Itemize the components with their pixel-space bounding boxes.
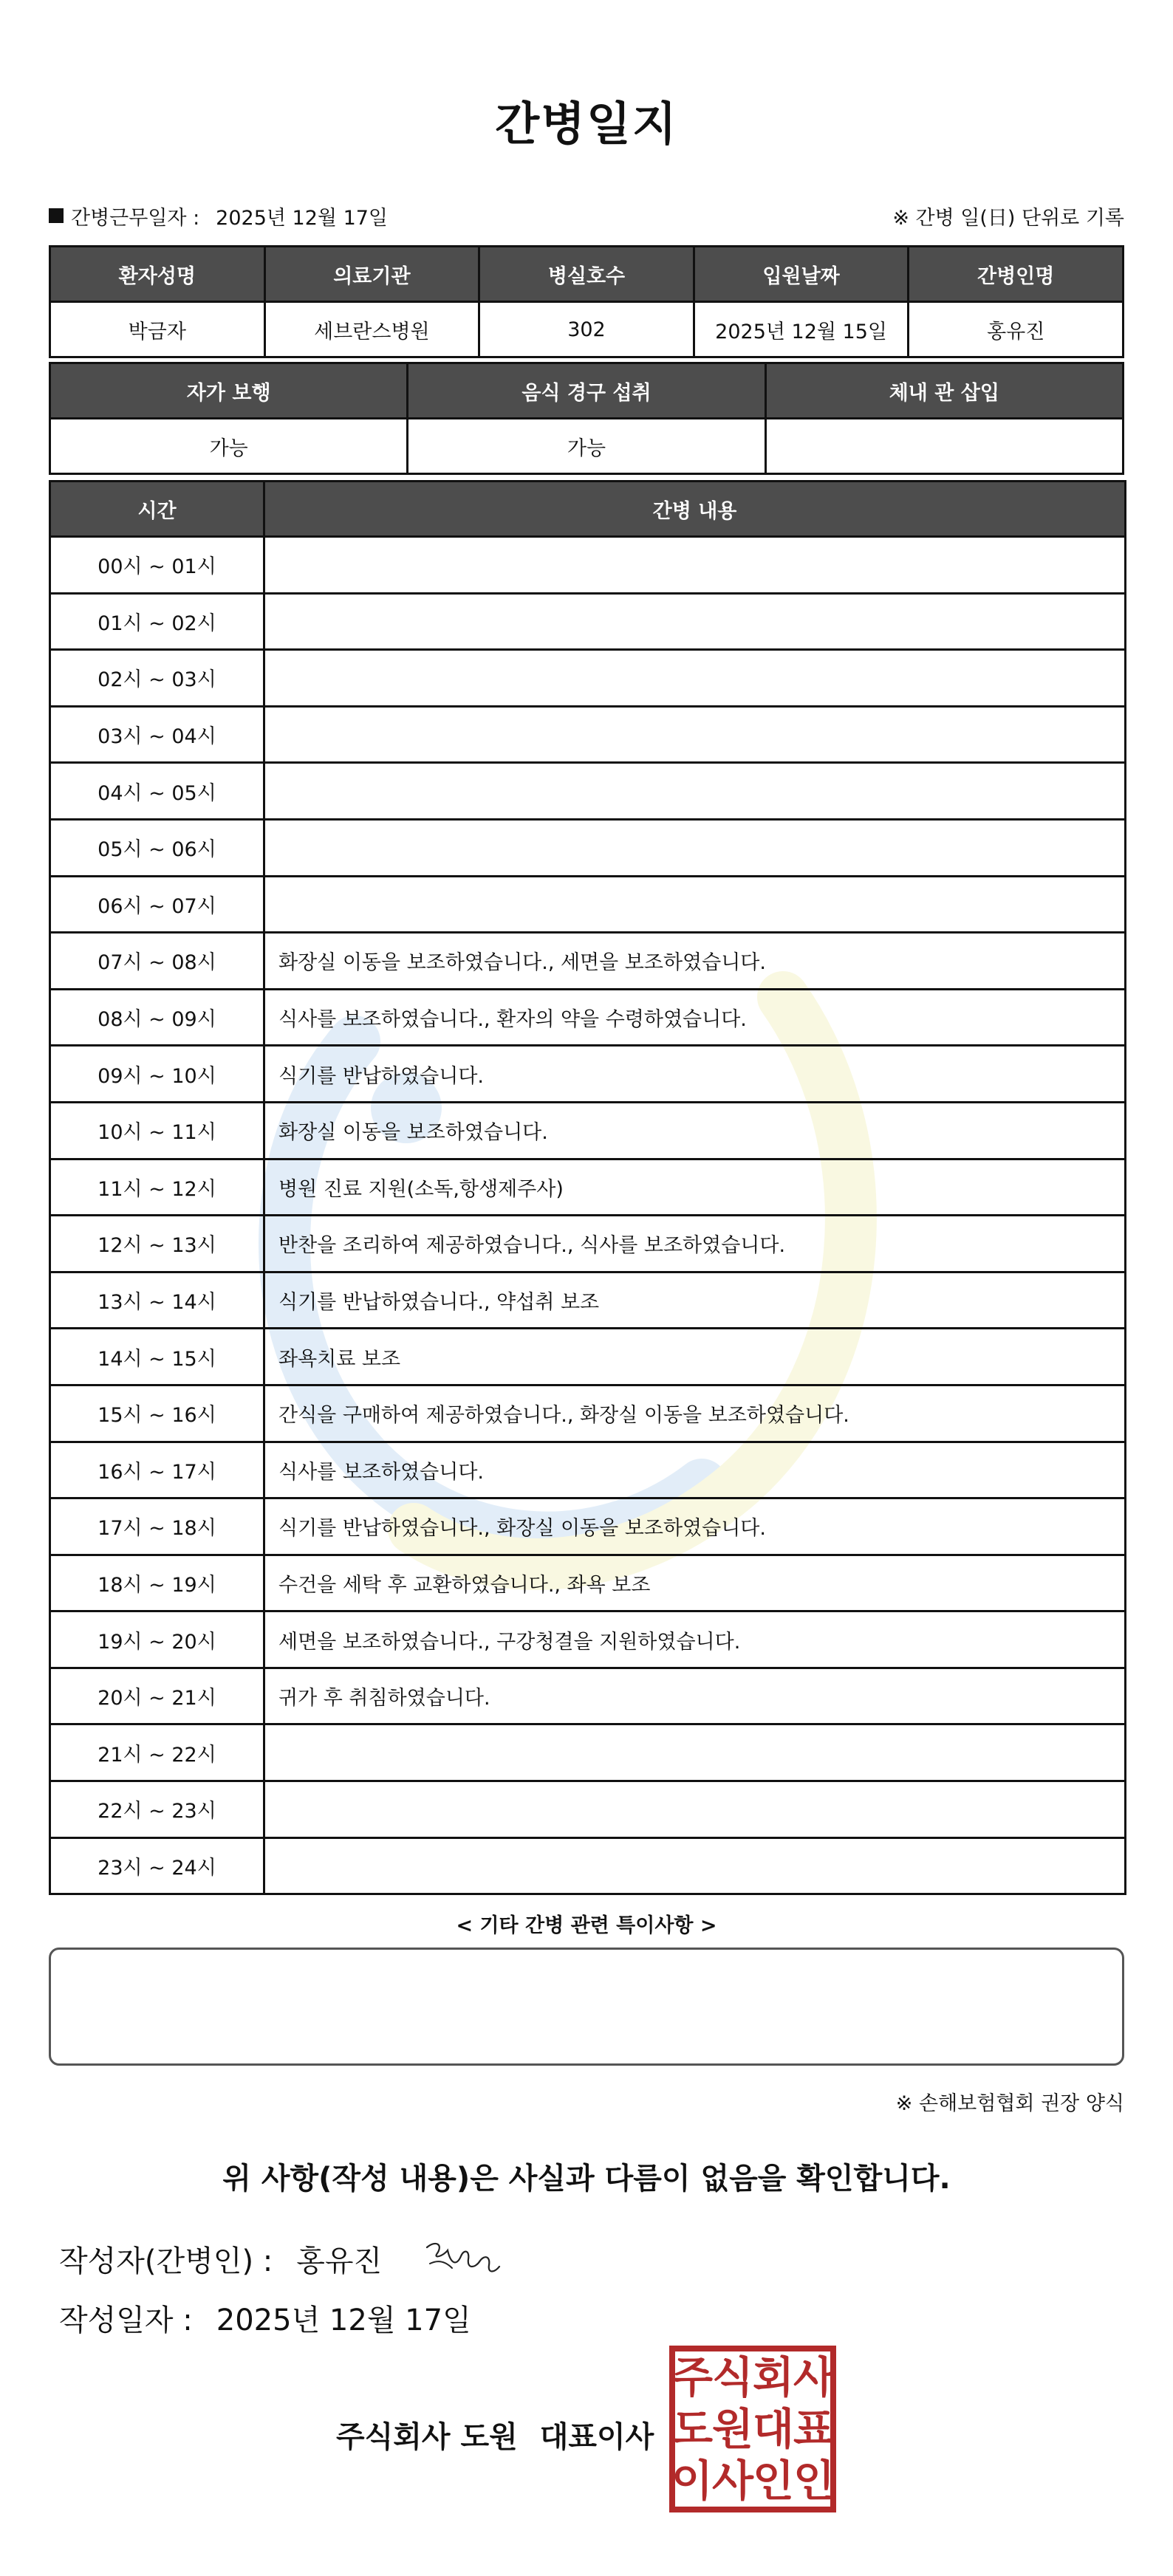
writer-label: 작성자(간병인) : [59, 2244, 273, 2278]
care-content-cell: 세면을 보조하였습니다., 구강청결을 지원하였습니다. [264, 1611, 1126, 1668]
room-cell: 302 [479, 302, 694, 357]
table-row [50, 650, 1126, 707]
header-admission-date: 입원날짜 [694, 247, 909, 302]
care-content-cell [264, 876, 1126, 933]
care-content-cell [264, 650, 1126, 707]
time-cell: 19시 ~ 20시 [50, 1611, 264, 1668]
admission-date-cell: 2025년 12월 15일 [694, 302, 909, 357]
tube-insertion-cell [765, 419, 1123, 474]
table-row [50, 1046, 1126, 1103]
handwritten-signature [421, 2234, 510, 2286]
header-care-content: 간병 내용 [264, 482, 1126, 537]
written-date-label: 작성일자 : [59, 2303, 193, 2337]
table-row [50, 1781, 1126, 1838]
time-cell: 18시 ~ 19시 [50, 1555, 264, 1611]
table-row [50, 1611, 1126, 1668]
care-content-cell: 식기를 반납하였습니다., 화장실 이동을 보조하였습니다. [264, 1498, 1126, 1555]
written-date-line [59, 2297, 471, 2339]
writer-line [59, 2238, 382, 2280]
seal-glyph: 식 [711, 2352, 754, 2402]
care-content-cell: 화장실 이동을 보조하였습니다. [264, 1102, 1126, 1159]
time-cell: 22시 ~ 23시 [50, 1781, 264, 1838]
table-row [50, 1555, 1126, 1611]
confirmation-statement: 위 사항(작성 내용)은 사실과 다름이 없음을 확인합니다. [222, 2162, 951, 2196]
header-time: 시간 [50, 482, 264, 537]
care-content-cell: 식사를 보조하였습니다., 환자의 약을 수령하였습니다. [264, 989, 1126, 1046]
time-cell: 15시 ~ 16시 [50, 1385, 264, 1442]
writer-name: 홍유진 [296, 2244, 383, 2278]
care-content-cell: 식사를 보조하였습니다. [264, 1442, 1126, 1498]
table-row [50, 1329, 1126, 1385]
form-note: ※ 손해보험협회 권장 양식 [895, 2092, 1124, 2115]
table-row [50, 1216, 1126, 1272]
oral-intake-cell: 가능 [408, 419, 765, 474]
table-row [50, 763, 1126, 820]
work-date-value: 2025년 12월 17일 [216, 206, 389, 230]
time-cell: 14시 ~ 15시 [50, 1329, 264, 1385]
seal-glyph: 주 [671, 2352, 714, 2402]
header-patient-name: 환자성명 [50, 247, 265, 302]
table-row [50, 819, 1126, 876]
care-content-cell: 반찬을 조리하여 제공하였습니다., 식사를 보조하였습니다. [264, 1216, 1126, 1272]
meta-row [49, 201, 1124, 230]
table-row [50, 876, 1126, 933]
care-content-cell: 귀가 후 취침하였습니다. [264, 1668, 1126, 1724]
table-row [50, 933, 1126, 990]
care-log-table [49, 480, 1126, 1895]
table-row [50, 1442, 1126, 1498]
table-row [50, 1385, 1126, 1442]
table-row [50, 537, 1126, 594]
care-content-cell [264, 819, 1126, 876]
company-signoff [336, 2414, 654, 2456]
table-row [50, 1498, 1126, 1555]
care-content-cell: 식기를 반납하였습니다. [264, 1046, 1126, 1103]
company-seal-stamp [668, 2345, 837, 2513]
seal-glyph: 인 [752, 2456, 795, 2506]
care-content-cell: 간식을 구매하여 제공하였습니다., 화장실 이동을 보조하였습니다. [264, 1385, 1126, 1442]
seal-glyph: 회 [752, 2352, 795, 2402]
header-room: 병실호수 [479, 247, 694, 302]
care-content-cell: 식기를 반납하였습니다., 약섭취 보조 [264, 1272, 1126, 1329]
header-tube-insertion: 체내 관 삽입 [765, 363, 1123, 419]
care-content-cell [264, 1724, 1126, 1781]
care-content-cell [264, 1781, 1126, 1838]
seal-glyph: 사 [711, 2456, 754, 2506]
table-row [50, 1159, 1126, 1216]
seal-glyph: 표 [793, 2404, 835, 2454]
written-date-value: 2025년 12월 17일 [216, 2303, 471, 2337]
care-content-cell [264, 537, 1126, 594]
self-walking-cell: 가능 [50, 419, 408, 474]
patient-name-cell: 박금자 [50, 302, 265, 357]
patient-ability-table [49, 362, 1124, 475]
time-cell: 11시 ~ 12시 [50, 1159, 264, 1216]
table-row [50, 1837, 1126, 1894]
caregiver-cell: 홍유진 [909, 302, 1124, 357]
time-cell: 05시 ~ 06시 [50, 819, 264, 876]
header-hospital: 의료기관 [264, 247, 479, 302]
time-cell: 09시 ~ 10시 [50, 1046, 264, 1103]
time-cell: 16시 ~ 17시 [50, 1442, 264, 1498]
seal-glyph: 원 [711, 2404, 754, 2454]
care-content-cell [264, 593, 1126, 650]
time-cell: 01시 ~ 02시 [50, 593, 264, 650]
company-title: 대표이사 [539, 2420, 654, 2454]
notes-box [49, 1948, 1124, 2066]
care-content-cell [264, 1837, 1126, 1894]
notes-heading: < 기타 간병 관련 특이사항 > [456, 1914, 717, 1937]
time-cell: 02시 ~ 03시 [50, 650, 264, 707]
time-cell: 13시 ~ 14시 [50, 1272, 264, 1329]
care-content-cell: 병원 진료 지원(소독,항생제주사) [264, 1159, 1126, 1216]
table-row [50, 1272, 1126, 1329]
time-cell: 23시 ~ 24시 [50, 1837, 264, 1894]
hospital-cell: 세브란스병원 [264, 302, 479, 357]
care-content-cell [264, 706, 1126, 763]
table-row [50, 593, 1126, 650]
time-cell: 03시 ~ 04시 [50, 706, 264, 763]
table-row [50, 1724, 1126, 1781]
care-content-cell: 수건을 세탁 후 교환하였습니다., 좌욕 보조 [264, 1555, 1126, 1611]
seal-glyph: 이 [671, 2456, 714, 2506]
time-cell: 10시 ~ 11시 [50, 1102, 264, 1159]
work-date-group [49, 202, 388, 230]
seal-glyph: 사 [793, 2352, 835, 2402]
header-caregiver: 간병인명 [909, 247, 1124, 302]
page-title: 간병일지 [495, 97, 678, 151]
table-row [50, 706, 1126, 763]
patient-info-table [49, 245, 1124, 358]
care-content-cell: 좌욕치료 보조 [264, 1329, 1126, 1385]
table-row [50, 989, 1126, 1046]
time-cell: 21시 ~ 22시 [50, 1724, 264, 1781]
table-row [50, 1102, 1126, 1159]
company-name: 주식회사 도원 [336, 2420, 518, 2454]
time-cell: 04시 ~ 05시 [50, 763, 264, 820]
header-oral-intake: 음식 경구 섭취 [408, 363, 765, 419]
time-cell: 06시 ~ 07시 [50, 876, 264, 933]
care-content-cell [264, 763, 1126, 820]
seal-glyph: 인 [793, 2456, 835, 2506]
time-cell: 00시 ~ 01시 [50, 537, 264, 594]
black-square-icon [49, 208, 64, 223]
work-date-label: 간병근무일자 : [71, 206, 200, 230]
care-log-body [50, 537, 1126, 1894]
care-content-cell: 화장실 이동을 보조하였습니다., 세면을 보조하였습니다. [264, 933, 1126, 990]
time-cell: 08시 ~ 09시 [50, 989, 264, 1046]
table-row [50, 1668, 1126, 1724]
seal-glyph: 도 [671, 2404, 714, 2454]
time-cell: 17시 ~ 18시 [50, 1498, 264, 1555]
seal-glyph: 대 [752, 2404, 795, 2454]
time-cell: 20시 ~ 21시 [50, 1668, 264, 1724]
header-self-walking: 자가 보행 [50, 363, 408, 419]
record-unit-note: ※ 간병 일(日) 단위로 기록 [892, 206, 1124, 230]
time-cell: 12시 ~ 13시 [50, 1216, 264, 1272]
time-cell: 07시 ~ 08시 [50, 933, 264, 990]
